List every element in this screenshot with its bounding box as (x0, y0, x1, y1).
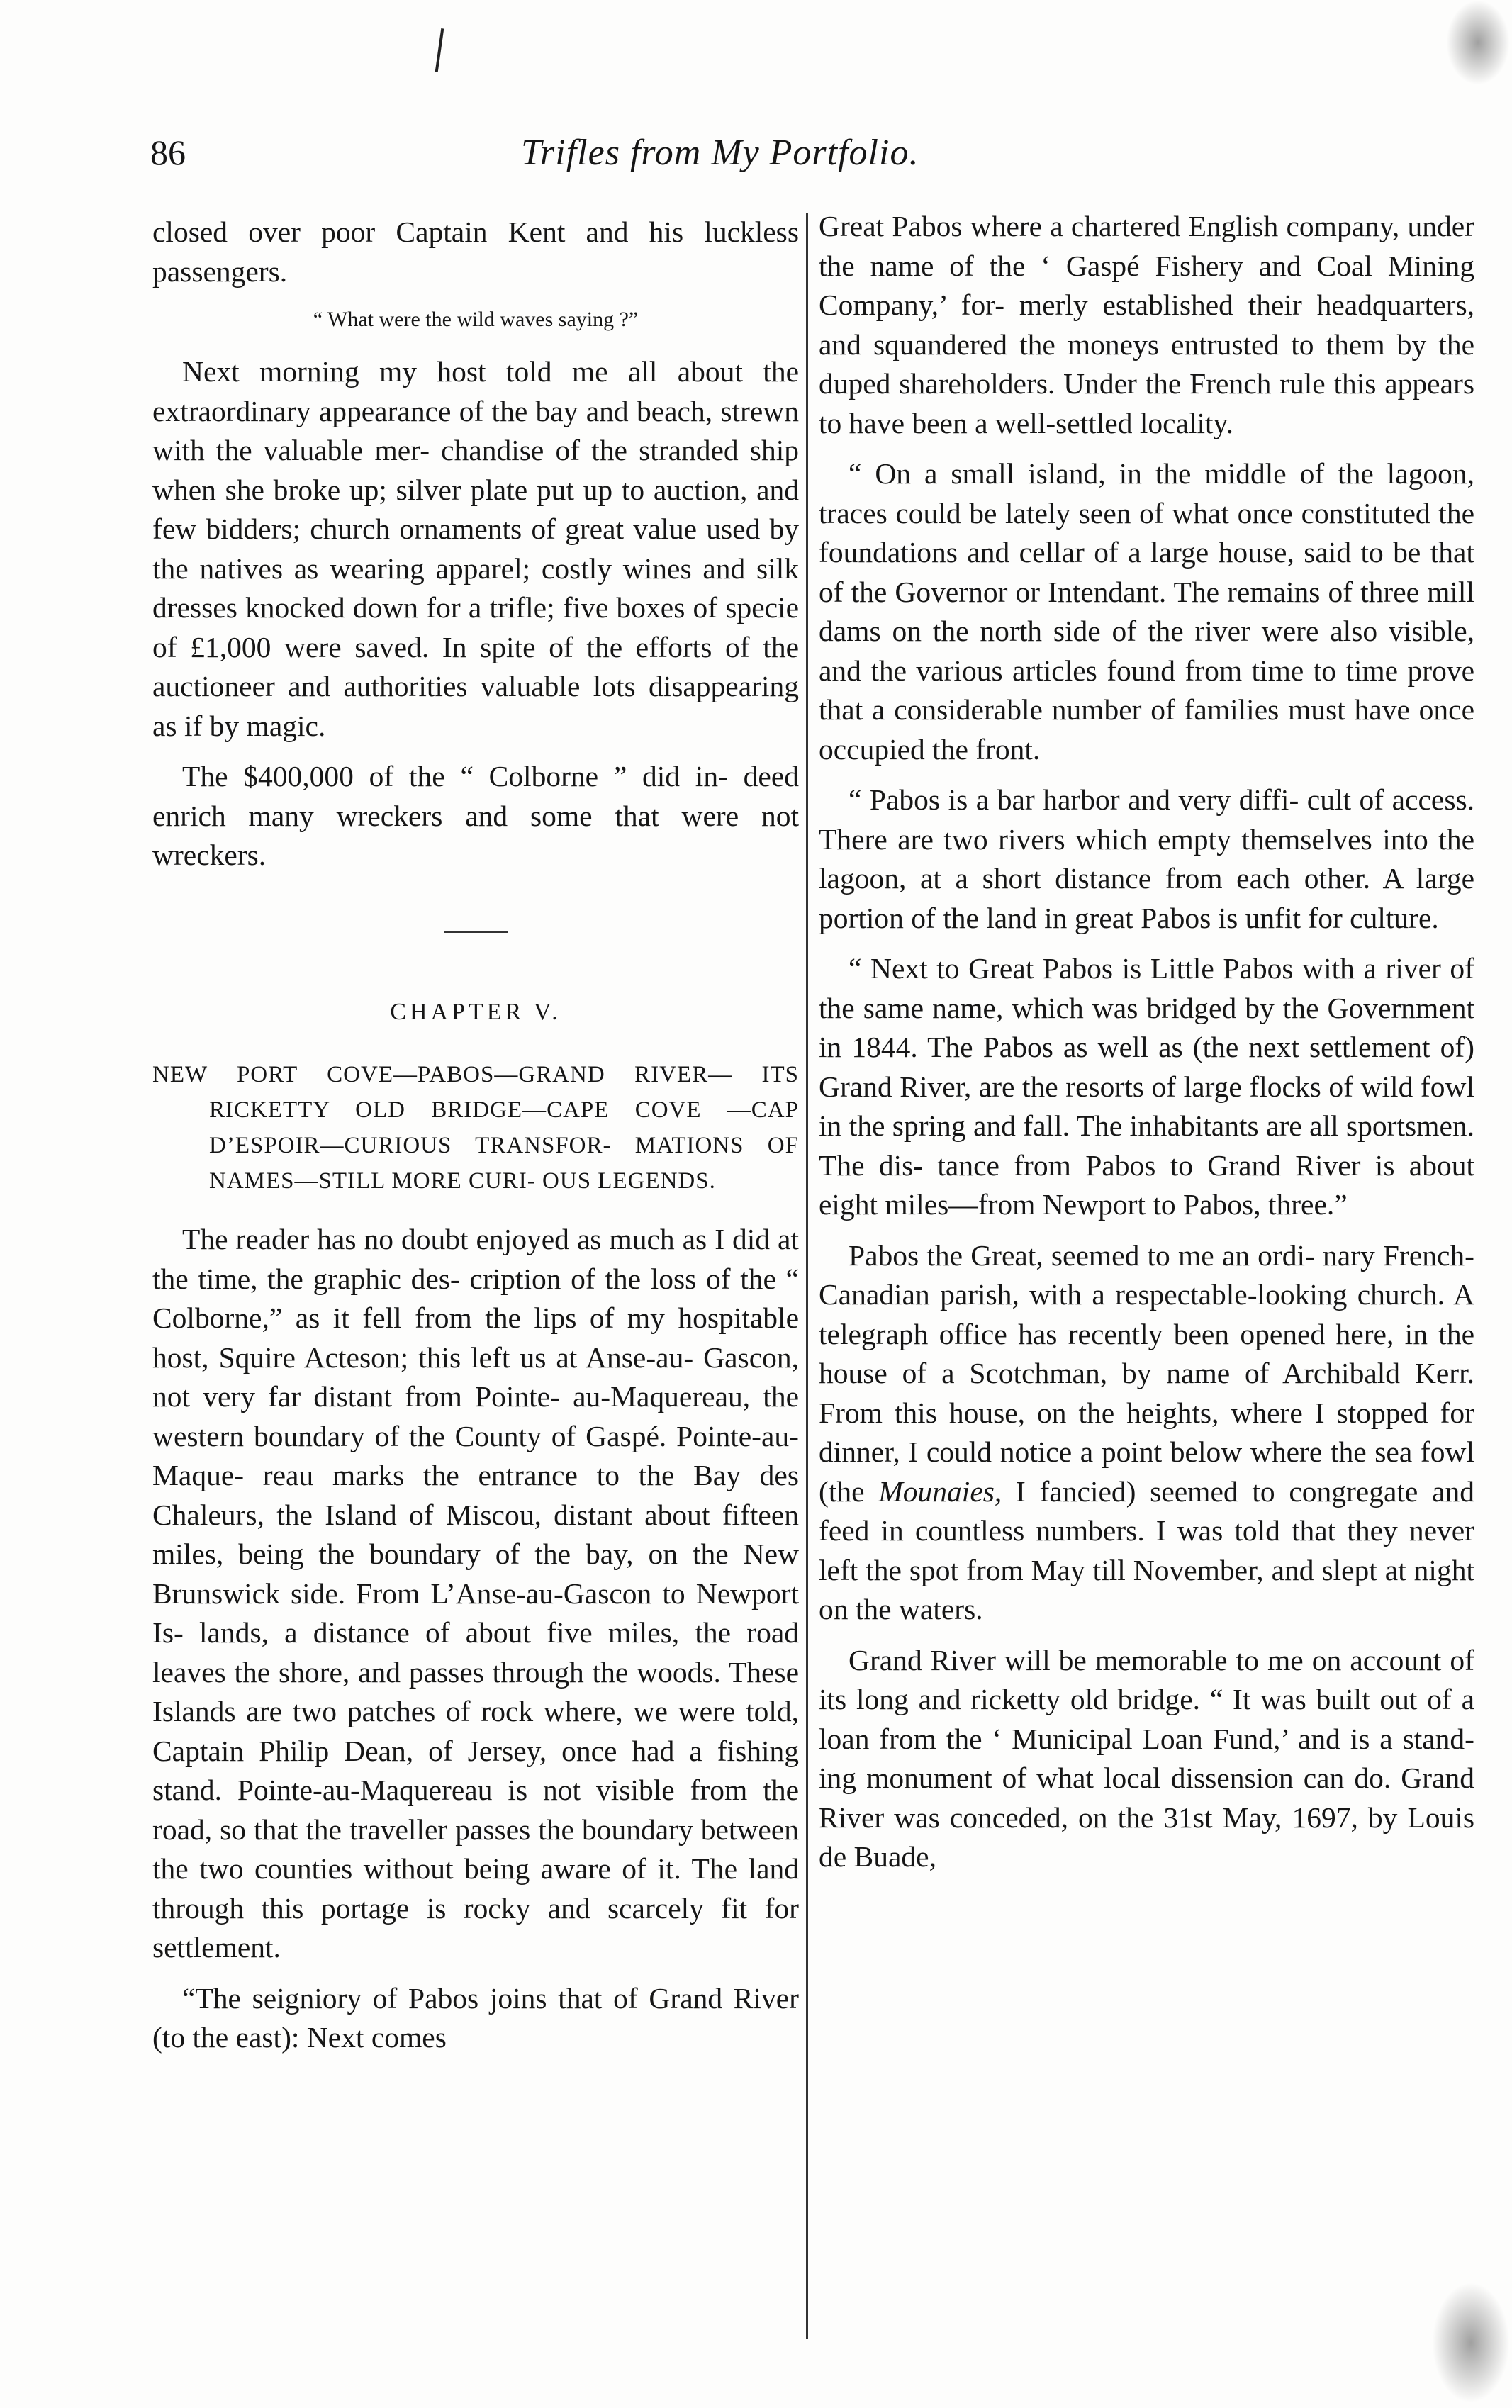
paragraph (819, 1236, 1474, 1630)
chapter-heading: CHAPTER V. (390, 998, 561, 1025)
paragraph: Great Pabos where a chartered English company, under the name of the ‘ Gaspé Fishery and Coal Mining Company,’ for- merly established their headquarters, and squandered the moneys entrusted to them by the duped shareholders. Under the French rule this appears to have been a well-settled locality. (819, 210, 1474, 439)
section-divider (444, 931, 508, 933)
paragraph: “The seigniory of Pabos joins that of Grand River (to the east): Next comes (152, 1981, 799, 2054)
paragraph: Grand River will be memorable to me on account of its long and ricketty old bridge. “ It was built out of a loan from the ‘ Municipal Loan Fund,’ and is a stand- ing monument of what local dissension can do. Grand River was conceded, on the 31st May, 1697, by Louis de Buade, (819, 1643, 1474, 1873)
paragraph: Next morning my host told me all about the extraordinary appearance of the bay and beach, strewn with the valuable mer- chandise of the stranded ship when she broke up; silver plate put up to auction, and few bidders; church ornaments of great value used by the natives as wearing apparel; costly wines and silk dresses knocked down for a trifle; five boxes of specie of £1,000 were saved. In spite of the efforts of the auctioneer and authorities valuable lots disappearing as if by magic. (152, 355, 799, 742)
paragraph: “ On a small island, in the middle of the lagoon, traces could be lately seen of what once constituted the foundations and cellar of a large house, said to be that of the Governor or Intendant. The remains of three mill dams on the north side of the river were also visible, and the various articles found from time to time prove that a considerable number of families must have once occupied the front. (819, 457, 1474, 766)
ink-mark (435, 28, 444, 72)
paragraph-text: I fancied) seemed to congregate and feed in countless numbers. I was told that they never left the spot from May till November, and slept at night on the waters. (819, 1474, 1474, 1625)
paragraph-text: Pabos the Great, seemed to me an ordi- nary French-Canadian parish, with a respectable-looking church. A telegraph office has recently been opened here, in the house of a Scotchman, by name of Archibald Kerr. From this house, on the heights, where I stopped for dinner, I could notice a point below where the sea fowl (the (819, 1238, 1474, 1508)
scan-smudge (1446, 0, 1510, 85)
left-column (152, 213, 799, 2069)
running-title: Trifles from My Portfolio. (521, 133, 919, 173)
paragraph: The $400,000 of the “ Colborne ” did in- deed enrich many wreckers and some that were not wreckers. (152, 760, 799, 871)
right-column (819, 207, 1474, 1888)
scan-smudge (1432, 2283, 1510, 2403)
paragraph: The reader has no doubt enjoyed as much as I did at the time, the graphic des- cription of the loss of the “ Colborne,” as it fell from the lips of my hospitable host, Squire Acteson; this left us at Anse-au- Gascon, not very far distant from Pointe- au-Maquereau, the western boundary of the County of Gaspé. Pointe-au-Maque- reau marks the entrance to the Bay des Chaleurs, the Island of Miscou, distant about fifteen miles, being the boundary of the bay, on the New Brunswick side. From L’Anse-au-Gascon to Newport Is- lands, a distance of about five miles, the road leaves the shore, and passes through the woods. These Islands are two patches of rock where, we were told, Captain Philip Dean, of Jersey, once had a fishing stand. Pointe-au-Maquereau is not visible from the road, so that the traveller passes the boundary between the two counties without being aware of it. The land through this portage is rocky and scarcely fit for settlement. (152, 1223, 799, 1964)
italic-term: Mounaies, (878, 1474, 1002, 1508)
paragraph: “ Next to Great Pabos is Little Pabos with a river of the same name, which was bridged by the Government in 1844. The Pabos as well as (the next settlement of) Grand River, are the resorts of large flocks of wild fowl in the spring and fall. The inhabitants are all sportsmen. The dis- tance from Pabos to Grand River is about eight miles—from Newport to Pabos, three.” (819, 952, 1474, 1221)
paragraph: closed over poor Captain Kent and his luckless passengers. (152, 215, 799, 288)
epigraph-quote: “ What were the wild waves saying ?” (313, 308, 639, 331)
page-number: 86 (150, 133, 186, 172)
paragraph: “ Pabos is a bar harbor and very diffi- cult of access. There are two rivers which empty themselves into the lagoon, at a short distance from each other. A large portion of the land in great Pabos is unfit for culture. (819, 783, 1474, 934)
column-divider (806, 213, 808, 2339)
chapter-summary: NEW PORT COVE—PABOS—GRAND RIVER— ITS RICKETTY OLD BRIDGE—CAPE COVE —CAP D’ESPOIR—CURIOUS TRANSFOR- MATIONS OF NAMES—STILL MORE CURI- OUS LEGENDS. (152, 1062, 799, 1194)
